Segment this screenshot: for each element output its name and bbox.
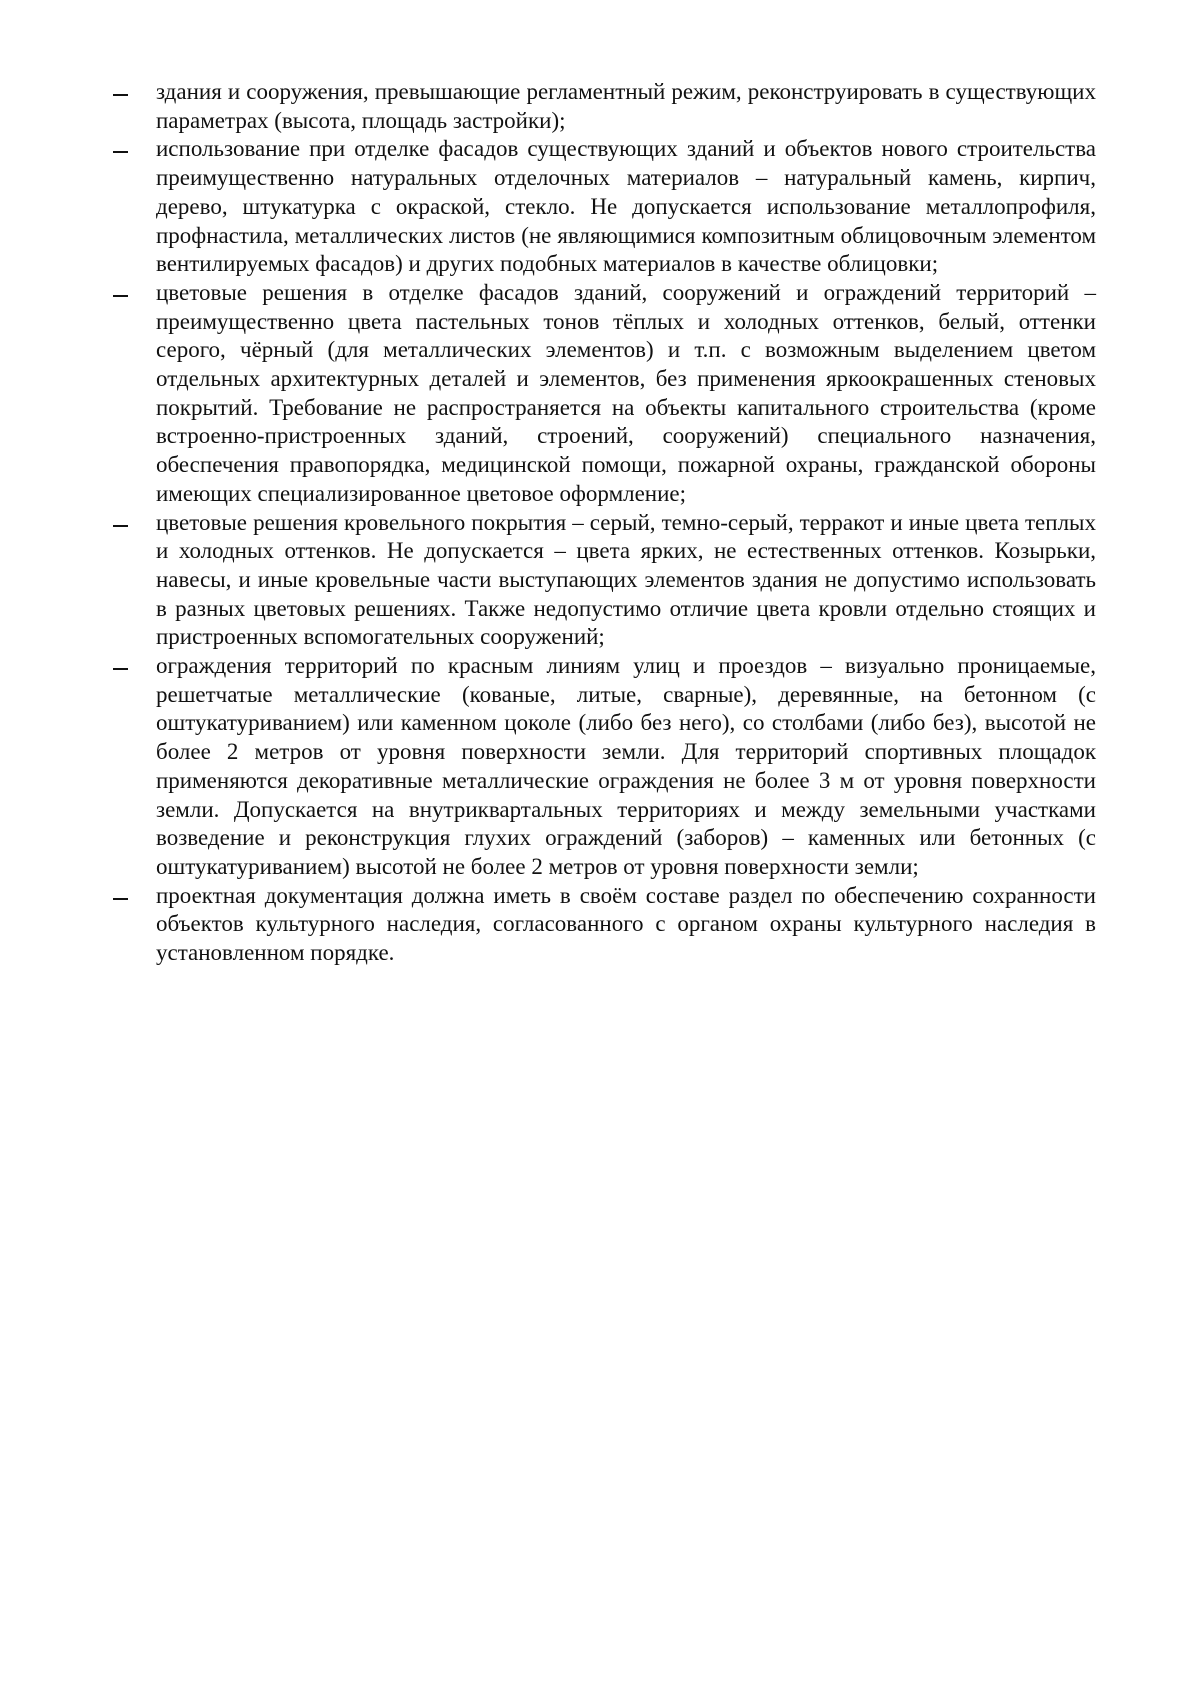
- dash-bullet-icon: [113, 898, 128, 900]
- list-item-text: цветовые решения кровельного покрытия – серый, темно-серый, терракот и иные цвета теплых и холодных оттенков. Не допускается – цвета ярких, не естественных оттенков. Козырьки, навесы, и иные кровельные части выступающих элементов здания не допустимо использовать в разных цветовых решениях. Также недопустимо отличие цвета кровли отдельно стоящих и пристроенных вспомогательных сооружений;: [156, 509, 1096, 650]
- list-item-text: проектная документация должна иметь в своём составе раздел по обеспечению сохранности объектов культурного наследия, согласованного с органом охраны культурного наследия в установленном порядке.: [156, 882, 1096, 966]
- list-item: [0, 78, 1096, 135]
- list-item-text: цветовые решения в отделке фасадов зданий, сооружений и ограждений территорий – преимущественно цвета пастельных тонов тёплых и холодных оттенков, белый, оттенки серого, чёрный (для металлических элементов) и т.п. с возможным выделением цветом отдельных архитектурных деталей и элементов, без применения яркоокрашенных стеновых покрытий. Требование не распространяется на объекты капитального строительства (кроме встроенно-пристроенных зданий, строений, сооружений) специального назначения, обеспечения правопорядка, медицинской помощи, пожарной охраны, гражданской обороны имеющих специализированное цветовое оформление;: [156, 279, 1096, 506]
- dash-bullet-icon: [113, 94, 128, 96]
- list-item-text: использование при отделке фасадов существующих зданий и объектов нового строительства преимущественно натуральных отделочных материалов – натуральный камень, кирпич, дерево, штукатурка с окраской, стекло. Не допускается использование металлопрофиля, профнастила, металлических листов (не являющимися композитным облицовочным элементом вентилируемых фасадов) и других подобных материалов в качестве облицовки;: [156, 136, 1096, 277]
- list-item: [0, 135, 1096, 279]
- dash-bullet-icon: [113, 668, 128, 670]
- list-item-text: здания и сооружения, превышающие регламентный режим, реконструировать в существующих параметрах (высота, площадь застройки);: [156, 79, 1096, 133]
- list-item: [0, 279, 1096, 509]
- dash-bullet-icon: [113, 295, 128, 297]
- requirements-list: [0, 78, 1200, 968]
- list-item: [0, 652, 1096, 882]
- list-item: [0, 509, 1096, 653]
- list-item-text: ограждения территорий по красным линиям улиц и проездов – визуально проницаемые, решетчатые металлические (кованые, литые, сварные), деревянные, на бетонном (с оштукатуриванием) или каменном цоколе (либо без него), со столбами (либо без), высотой не более 2 метров от уровня поверхности земли. Для территорий спортивных площадок применяются декоративные металлические ограждения не более 3 м от уровня поверхности земли. Допускается на внутриквартальных территориях и между земельными участками возведение и реконструкция глухих ограждений (заборов) – каменных или бетонных (с оштукатуриванием) высотой не более 2 метров от уровня поверхности земли;: [156, 653, 1096, 879]
- dash-bullet-icon: [113, 151, 128, 153]
- dash-bullet-icon: [113, 525, 128, 527]
- list-item: [0, 882, 1096, 968]
